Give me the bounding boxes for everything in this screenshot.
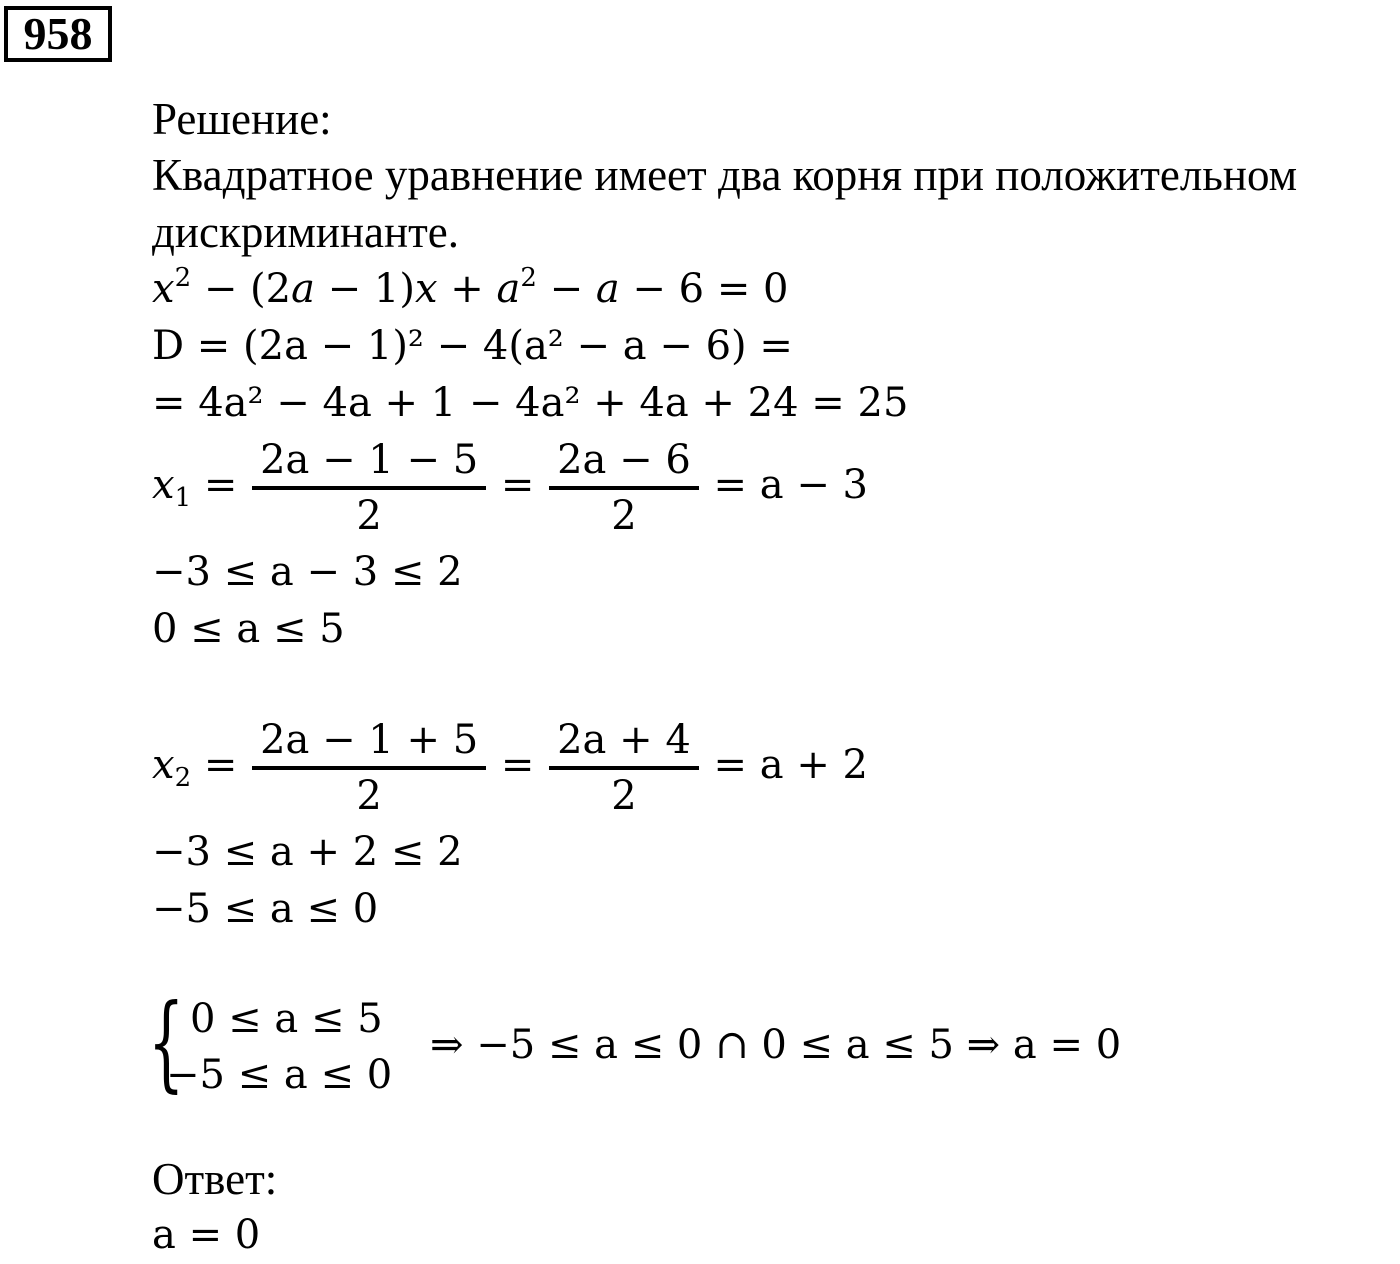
answer-label: Ответ:	[152, 1154, 278, 1204]
discriminant-line-2: = 4a² − 4a + 1 − 4a² + 4a + 24 = 25	[152, 380, 909, 426]
var-a: a	[496, 266, 521, 312]
x2-fraction-2	[553, 714, 695, 822]
fraction-numerator: 2a − 1 − 5	[260, 437, 479, 483]
x2-subscript: 2	[174, 763, 192, 793]
x1-lhs: x	[152, 462, 175, 508]
x1-inequality-2: 0 ≤ a ≤ 5	[152, 606, 345, 652]
x1-result: = a − 3	[700, 462, 868, 508]
problem-number: 958	[4, 6, 112, 62]
fraction-denominator: 2	[549, 486, 699, 542]
fraction-denominator: 2	[252, 486, 486, 542]
quadratic-equation	[152, 260, 789, 318]
eq-part: −	[536, 266, 596, 312]
var-x: x	[414, 266, 438, 312]
var-a: a	[595, 266, 620, 312]
equals: =	[191, 742, 251, 788]
fraction-numerator: 2a + 4	[557, 717, 691, 763]
x2-fraction-1	[256, 714, 482, 822]
solution-label: Решение:	[152, 94, 332, 144]
x1-fraction-2	[553, 434, 695, 542]
intro-line-2: дискриминанте.	[152, 207, 459, 257]
system-brace: {	[148, 981, 185, 1103]
eq-part: − 1)	[314, 266, 415, 312]
fraction-denominator: 2	[549, 766, 699, 822]
fraction-numerator: 2a − 6	[557, 437, 691, 483]
x2-result: = a + 2	[700, 742, 868, 788]
x1-inequality-1: −3 ≤ a − 3 ≤ 2	[152, 549, 463, 595]
var-x: x	[152, 266, 175, 312]
system-line-2: −5 ≤ a ≤ 0	[166, 1052, 393, 1098]
x2-inequality-2: −5 ≤ a ≤ 0	[152, 886, 379, 932]
x1-formula	[152, 434, 868, 542]
eq-part: − (2	[191, 266, 292, 312]
system-line-1: 0 ≤ a ≤ 5	[190, 996, 383, 1042]
equals: =	[488, 742, 548, 788]
exponent: 2	[520, 263, 537, 293]
x1-fraction-1	[256, 434, 482, 542]
eq-part: +	[437, 266, 497, 312]
equals: =	[191, 462, 251, 508]
fraction-denominator: 2	[252, 766, 486, 822]
x2-lhs: x	[152, 742, 175, 788]
fraction-numerator: 2a − 1 + 5	[260, 717, 479, 763]
system-conclusion: ⇒ −5 ≤ a ≤ 0 ∩ 0 ≤ a ≤ 5 ⇒ a = 0	[430, 1022, 1122, 1068]
x2-inequality-1: −3 ≤ a + 2 ≤ 2	[152, 829, 463, 875]
x1-subscript: 1	[174, 483, 192, 513]
equals: =	[488, 462, 548, 508]
var-a: a	[291, 266, 315, 312]
x2-formula	[152, 714, 868, 822]
intro-line-1: Квадратное уравнение имеет два корня при положительном	[152, 150, 1298, 200]
eq-part: − 6 = 0	[619, 266, 789, 312]
exponent: 2	[174, 263, 192, 293]
answer-value: a = 0	[152, 1212, 261, 1258]
discriminant-line-1: D = (2a − 1)² − 4(a² − a − 6) =	[152, 323, 793, 369]
